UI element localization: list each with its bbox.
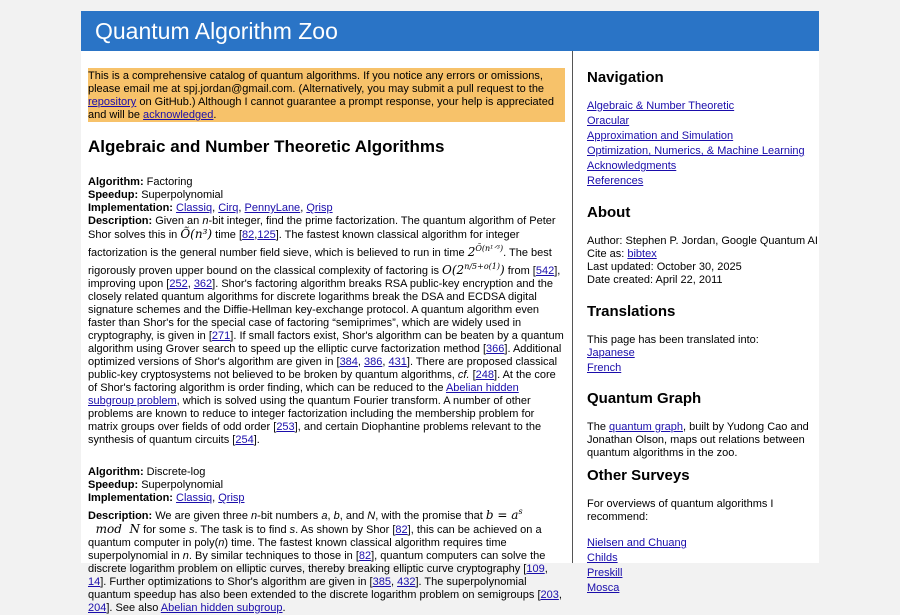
desc-text: ], this can be achieved on a quantum computer in poly( [88,524,542,549]
math-close: mod N [88,522,141,536]
speedup-value: Superpolynomial [141,479,224,491]
reference-link[interactable]: 386 [364,356,383,368]
reference-link[interactable]: 125 [257,229,276,241]
desc-text: ]. If small factors exist, Shor's algorithm can be beaten by a quantum algorithm using Grover search to speed up the elliptic curve factorization method [ [88,330,564,355]
reference-link[interactable]: 109 [526,563,545,575]
description [88,505,565,615]
navigation-title: Navigation [587,69,664,86]
speedup-row [88,189,565,202]
reference-link[interactable]: 271 [211,330,231,342]
desc-text: . The task is to find [194,524,290,536]
desc-text: Given an [155,215,203,227]
other-surveys-title: Other Surveys [587,467,690,484]
desc-text: . The best rigorously proven upper bound on the classical complexity of factoring is [88,247,552,277]
about-body [587,235,819,287]
math-base: 2 [467,245,476,259]
quantum-graph-text [587,421,819,460]
nav-link-algebraic[interactable]: Algebraic & Number Theoretic [587,100,735,112]
notice-text: on GitHub.) Although I cannot guarantee a prompt response, your help is appreciated and will be [88,96,554,121]
math-expression [442,263,505,277]
desc-text: for some [140,524,189,536]
speedup-label: Speedup: [88,479,139,491]
nav-link-acknowledgments[interactable]: Acknowledgments [587,160,677,172]
reference-link[interactable]: 385 [372,576,391,588]
reference-link[interactable]: 14 [88,576,101,588]
survey-link-mosca[interactable]: Mosca [587,582,620,594]
math-exponent: Õ(n¹ᐟ³) [475,244,504,253]
abelian-hidden-subgroup-link[interactable]: Abelian hidden subgroup [160,602,283,614]
desc-text: , [544,563,548,575]
notice-text: This is a comprehensive catalog of quantum algorithms. If you notice any errors or omissions, please email me at spj.jordan@gmail.com. (Alternatively, you may submit a pull request to the [88,70,545,95]
reference-link[interactable]: 432 [397,576,416,588]
speedup-value: Superpolynomial [141,189,224,201]
navigation-section [587,69,819,190]
quantum-graph-link[interactable]: quantum graph [609,421,684,433]
math-expression [468,245,503,259]
math-base: O(2 [442,263,465,277]
math-var: n [218,537,225,549]
description-label: Description: [88,215,153,227]
description-label: Description: [88,510,153,522]
desc-text: ]. At the core of Shor's factoring algorithm is order finding, which can be reduced to the [88,369,556,394]
reference-link[interactable]: 384 [339,356,358,368]
desc-text: , [558,589,562,601]
about-section [587,204,819,287]
reference-link[interactable]: 362 [193,278,213,290]
desc-text: ]. Additional optimized versions of Shor's algorithm are given in [ [88,343,562,368]
implementation-label: Implementation: [88,202,173,214]
desc-text: , [382,356,389,368]
algorithm-factoring [88,176,565,447]
desc-text: ]. The fastest known classical algorithm for integer factorization is the general number field sieve, which is believed to run in time [88,229,520,259]
reference-link[interactable]: 254 [235,434,254,446]
desc-text: -bit integer, find the prime factorization. The quantum algorithm of Peter Shor solves this in [88,215,556,241]
algorithm-name: Discrete-log [146,466,206,478]
desc-text: , [187,278,194,290]
desc-text: time [ [212,229,243,241]
nav-link-oracular[interactable]: Oracular [587,115,630,127]
desc-text: , [254,229,258,241]
desc-text: ], and certain Diophantine problems relevant to the synthesis of quantum circuits [ [88,421,542,446]
reference-link[interactable]: 204 [88,602,107,614]
math-var: n [182,550,189,562]
math-exponent: n/5+o(1) [464,262,500,271]
about-last-updated: Last updated: October 30, 2025 [587,261,742,273]
survey-link-preskill[interactable]: Preskill [587,567,623,579]
impl-link-pennylane[interactable]: PennyLane [244,202,301,214]
navigation-list [587,100,819,188]
repository-link[interactable]: repository [88,96,137,108]
impl-link-qrisp[interactable]: Qrisp [218,492,245,504]
reference-link[interactable]: 82 [395,524,408,536]
cite-label: Cite as: [587,248,628,260]
other-surveys-text: For overviews of quantum algorithms I recommend: [587,498,774,523]
impl-link-cirq[interactable]: Cirq [218,202,239,214]
desc-text: , with the promise that [375,510,486,522]
desc-text: . By similar techniques to those in [ [188,550,359,562]
site-header [81,11,819,51]
reference-link[interactable]: 431 [388,356,407,368]
math-var: s [188,524,195,536]
implementation-row: Implementation: Classiq, Cirq, PennyLane, Qrisp [88,202,333,214]
math-var: b [333,510,340,522]
algorithm-row [88,176,565,189]
surveys-list [587,537,819,595]
survey-link-nielsen-chuang[interactable]: Nielsen and Chuang [587,537,687,549]
desc-italic: cf. [457,369,470,381]
algorithm-discrete-log [88,466,565,615]
impl-link-classiq[interactable]: Classiq [176,492,213,504]
main-content [81,51,573,614]
desc-text: ]. Shor's factoring algorithm breaks RSA public-key encryption and the closely related quantum algorithms for discrete logarithms break the DSA and ECDSA digital signature schemes and the Diffie-Hellman key-exchange protocol. A quantum algorithm even faster than Shor's for the special case of factoring “semiprimes”, which are widely used in cryptography, is given in [ [88,278,553,342]
desc-text: , [327,510,334,522]
acknowledged-link[interactable]: acknowledged [143,109,214,121]
translation-link-french[interactable]: French [587,362,622,374]
math-var: N [367,510,376,522]
math-var: n [251,510,258,522]
math-close: ) [499,263,505,277]
desc-text: ]. See also [106,602,161,614]
desc-text: from [ [504,265,536,277]
algorithm-label: Algorithm: [88,466,144,478]
column-divider [572,51,573,563]
translation-link-japanese[interactable]: Japanese [587,347,635,359]
nav-link-optimization[interactable]: Optimization, Numerics, & Machine Learning [587,145,805,157]
reference-link[interactable]: 82 [358,550,372,562]
reference-link[interactable]: 366 [486,343,505,355]
graph-text: , built by Yudong Cao and Jonathan Olson, maps out relations between quantum algorithms in the zoo. [587,421,809,459]
about-cite [587,248,819,261]
nav-link-approximation[interactable]: Approximation and Simulation [587,130,734,142]
notice-text: . [213,109,217,121]
impl-link-classiq[interactable]: Classiq [176,202,213,214]
bibtex-link[interactable]: bibtex [627,248,657,260]
desc-text: . As shown by Shor [ [295,524,396,536]
translations-section [587,303,819,377]
desc-text: , [390,576,398,588]
desc-text: ], quantum computers can solve the discrete logarithm problem on elliptic curves, thereby breaking elliptic curve cryptography [ [88,550,546,575]
notice-box [88,68,565,122]
desc-text: -bit numbers [257,510,322,522]
algorithm-label: Algorithm: [88,176,144,188]
description [88,215,565,447]
translations-list [587,347,819,375]
math-base: b = a [485,508,519,522]
other-surveys-section [587,467,819,597]
desc-text: ], improving upon [ [88,265,561,290]
section-title: Algebraic and Number Theoretic Algorithms [88,137,445,156]
translations-text: This page has been translated into: [587,334,759,346]
desc-text: ]. The superpolynomial quantum speedup has also been extended to the discrete logarithm problem on semigroups [ [88,576,541,601]
quantum-graph-title: Quantum Graph [587,390,702,407]
reference-link[interactable]: 203 [540,589,559,601]
desc-text: , which is solved using the quantum Fourier transform. A number of other problems are known to reduce to integer factorization including the membership problem for matrix groups over fields of odd order [ [88,395,535,433]
math-var: s [289,524,296,536]
math-expression: Õ(n³) [180,227,213,241]
implementation-label: Implementation: [88,492,173,504]
reference-link[interactable]: 253 [276,421,295,433]
implementation-row: Implementation: Classiq, Qrisp [88,492,245,504]
desc-text: [ [469,369,476,381]
about-author: Author: Stephen P. Jordan, Google Quantum AI [587,235,818,247]
about-date-created: Date created: April 22, 2011 [587,274,723,286]
speedup-row [88,479,565,492]
nav-link-references[interactable]: References [587,175,644,187]
desc-text: ]. [253,434,260,446]
survey-link-childs[interactable]: Childs [587,552,618,564]
speedup-label: Speedup: [88,189,139,201]
impl-link-qrisp[interactable]: Qrisp [306,202,333,214]
about-title: About [587,204,631,221]
desc-text: ) time. The fastest known classical algorithm requires time superpolynomial in [88,537,507,562]
desc-text: , and [339,510,368,522]
translations-title: Translations [587,303,676,320]
page [81,11,819,614]
desc-text: , [357,356,365,368]
quantum-graph-section [587,390,819,460]
math-var: a [321,510,328,522]
reference-link[interactable]: 252 [169,278,188,290]
desc-text: We are given three [155,510,252,522]
desc-text: . [282,602,286,614]
reference-link[interactable]: 82 [242,229,255,241]
reference-link[interactable]: 542 [535,265,555,277]
abelian-hidden-subgroup-link[interactable]: Abelian hidden subgroup problem [88,382,519,407]
reference-link[interactable]: 248 [475,369,495,381]
desc-text: ]. There are proposed classical public-key cryptosystems not believed to be broken by quantum algorithms, [88,356,558,381]
graph-text: The [587,421,610,433]
desc-text: ]. Further optimizations to Shor's algorithm are given in [ [100,576,373,588]
math-exponent: s [518,507,523,516]
site-title: Quantum Algorithm Zoo [95,18,338,44]
algorithm-row [88,466,565,479]
math-var: n [202,215,209,227]
algorithm-name: Factoring [146,176,193,188]
